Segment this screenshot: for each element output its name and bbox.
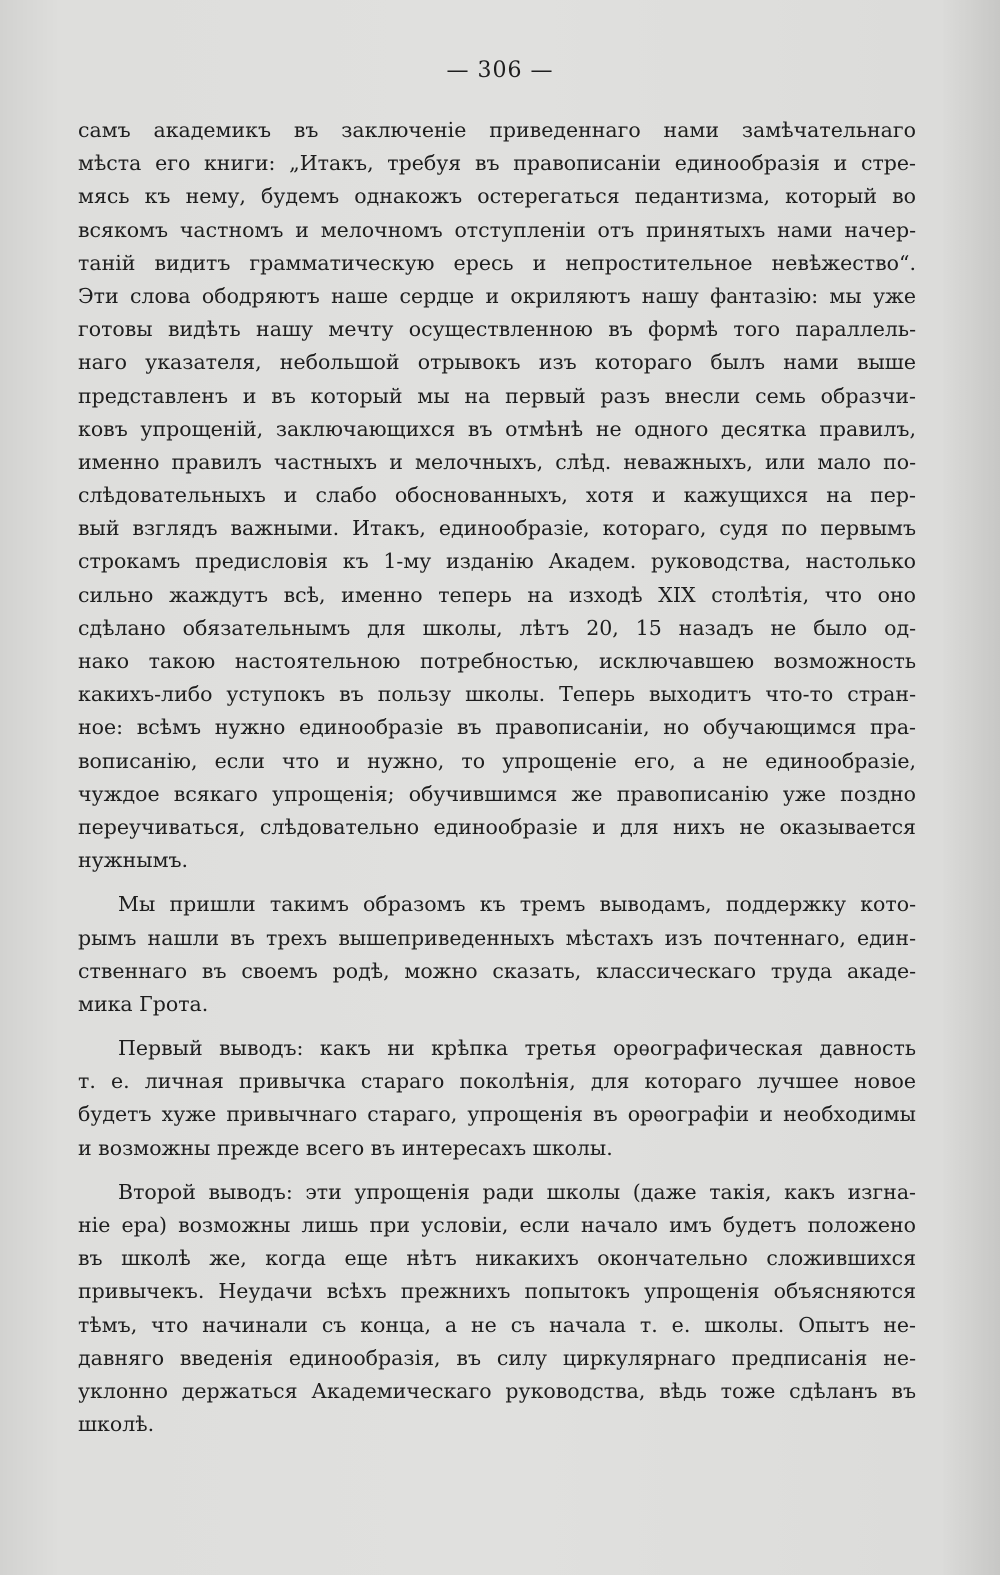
- text-line: именно правилъ частныхъ и мелочныхъ, слѣд. неважныхъ, или мало по-: [78, 449, 916, 474]
- text-line: Мы пришли такимъ образомъ къ тремъ выводамъ, поддержку кото-: [118, 892, 916, 917]
- text-line: рымъ нашли въ трехъ вышеприведенныхъ мѣстахъ изъ почтеннаго, един-: [78, 925, 916, 950]
- text-line: вописанію, если что и нужно, то упрощеніе его, а не единообразіе,: [78, 748, 916, 773]
- text-line: готовы видѣть нашу мечту осуществленною въ формѣ того параллель-: [78, 317, 916, 342]
- paragraph-gap: [78, 1021, 916, 1032]
- text-line: въ школѣ же, когда еще нѣтъ никакихъ окончательно сложившихся: [78, 1246, 916, 1271]
- paragraph: [78, 1176, 916, 1442]
- text-line: нако такою настоятельною потребностью, исключавшею возможность: [78, 649, 916, 673]
- text-line: сдѣлано обязательнымъ для школы, лѣтъ 20, 15 назадъ не было од-: [78, 615, 916, 640]
- paragraph-gap: [78, 1165, 916, 1176]
- page-edge-shadow: [940, 0, 1000, 1575]
- page-number: — 306 —: [446, 58, 554, 83]
- text-line: привычекъ. Неудачи всѣхъ прежнихъ попытокъ упрощенія объясняются: [78, 1279, 916, 1304]
- text-line: мика Грота.: [78, 991, 209, 1016]
- text-line: будетъ хуже привычнаго стараго, упрощенія въ орѳографіи и необходимы: [78, 1102, 916, 1127]
- text-line: уклонно держаться Академическаго руководства, вѣдь тоже сдѣланъ въ: [78, 1378, 916, 1403]
- text-line: всякомъ частномъ и мелочномъ отступленіи отъ принятыхъ нами начер-: [78, 217, 916, 242]
- text-line: ковъ упрощеній, заключающихся въ отмѣнѣ не одного десятка правилъ,: [78, 416, 916, 441]
- text-line: строкамъ предисловія къ 1-му изданію Академ. руководства, настолько: [78, 549, 916, 574]
- text-line: чуждое всякаго упрощенія; обучившимся же правописанію уже поздно: [78, 781, 916, 806]
- text-line: т. е. личная привычка стараго поколѣнія, для котораго лучшее новое: [78, 1069, 916, 1094]
- text-line: Эти слова ободряютъ наше сердце и окриляютъ нашу фантазію: мы уже: [78, 283, 916, 308]
- text-line: слѣдовательныхъ и слабо обоснованныхъ, хотя и кажущихся на пер-: [78, 483, 916, 508]
- text-line: вый взглядъ важными. Итакъ, единообразіе, котораго, судя по первымъ: [78, 516, 916, 541]
- text-line: наго указателя, небольшой отрывокъ изъ котораго былъ нами выше: [78, 350, 916, 375]
- text-line: нужнымъ.: [78, 848, 189, 873]
- text-line: самъ академикъ въ заключеніе приведеннаго нами замѣчательнаго: [78, 118, 916, 142]
- paragraph-gap: [78, 877, 916, 888]
- paragraph: [78, 888, 916, 1021]
- text-line: сильно жаждутъ всѣ, именно теперь на изходѣ XIX столѣтія, что оно: [78, 582, 916, 607]
- text-line: давняго введенія единообразія, въ силу циркулярнаго предписанія не-: [78, 1345, 916, 1370]
- text-line: тѣмъ, что начинали съ конца, а не съ начала т. е. школы. Опытъ не-: [78, 1312, 916, 1337]
- paragraph: [78, 114, 916, 877]
- text-line: переучиваться, слѣдовательно единообразіе и для нихъ не оказывается: [78, 814, 916, 839]
- text-line: мѣста его книги: „Итакъ, требуя въ правописаніи единообразія и стре-: [78, 151, 916, 176]
- text-line: ніе ера) возможны лишь при условіи, если начало имъ будетъ положено: [78, 1213, 916, 1237]
- text-line: мясь къ нему, будемъ однакожъ остерегаться педантизма, который во: [78, 184, 916, 209]
- text-line: Второй выводъ: эти упрощенія ради школы (даже такія, какъ изгна-: [118, 1179, 916, 1204]
- paragraph: [78, 1032, 916, 1165]
- body-text: [78, 114, 916, 1441]
- text-line: таній видитъ грамматическую ересь и непростительное невѣжество“.: [78, 250, 916, 275]
- text-line: какихъ-либо уступокъ въ пользу школы. Теперь выходитъ что-то стран-: [78, 682, 916, 707]
- text-line: ственнаго въ своемъ родѣ, можно сказать, классическаго труда акаде-: [78, 958, 916, 983]
- text-line: Первый выводъ: какъ ни крѣпка третья орѳографическая давность: [118, 1036, 916, 1061]
- text-line: представленъ и въ который мы на первый разъ внесли семь образчи-: [78, 383, 916, 408]
- text-line: ное: всѣмъ нужно единообразіе въ правописаніи, но обучающимся пра-: [78, 715, 916, 740]
- text-line: и возможны прежде всего въ интересахъ школы.: [78, 1135, 613, 1160]
- text-line: школѣ.: [78, 1412, 155, 1437]
